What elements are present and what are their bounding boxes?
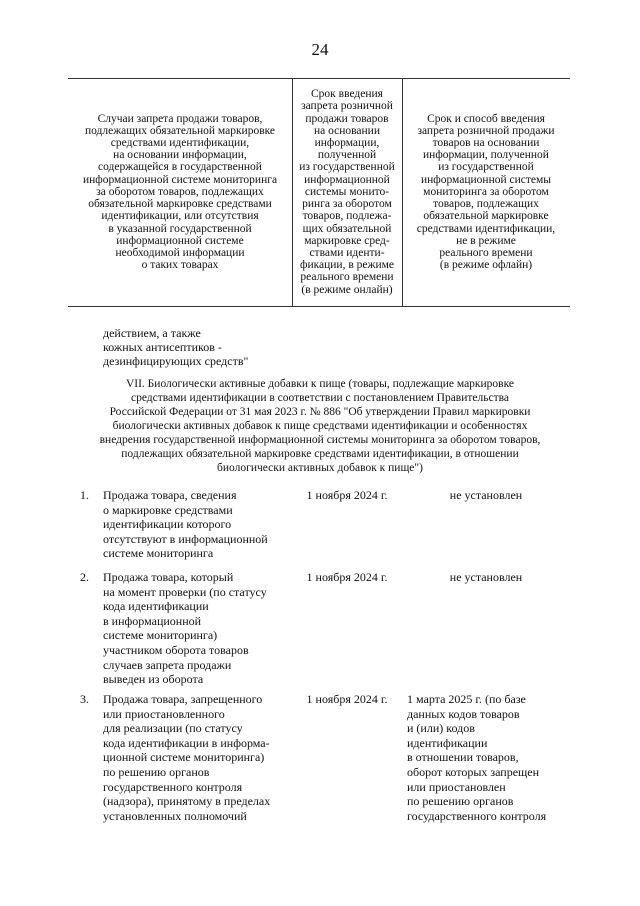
row-case-text: Продажа товара, сведения о маркировке средствами идентификации которого отсутствуют в информационной системе мониторинга — [103, 488, 268, 561]
row-number: 2. — [80, 570, 89, 584]
carryover-text: действием, а также кожных антисептиков - дезинфицирующих средств" — [103, 326, 249, 368]
row-number: 1. — [80, 488, 89, 502]
row-online-date: 1 ноября 2024 г. — [306, 488, 388, 502]
page-number: 24 — [311, 40, 329, 59]
row-case-text: Продажа товара, который на момент проверки (по статусу кода идентификации в информационной системе мониторинга) участником оборота товаров случаев запрета продажи выведен из оборота — [103, 570, 267, 687]
header-cell-offline: Срок и способ введения запрета розничной продажи товаров на основании информации, полученной из государственной информационной системы мониторинга за оборотом товаров, подлежащих обязательной маркировке средствами идентификации, не в режиме реального времени (в режиме офлайн) — [416, 112, 556, 272]
row-offline-term: 1 марта 2025 г. (по базе данных кодов товаров и (или) кодов идентификации в отношении товаров, оборот которых запрещен или приостановлен по решению органов государственного контроля — [407, 692, 547, 823]
header-cell-online: Срок введения запрета розничной продажи товаров на основании информации, полученной из государственной информационной системы монито- ринга за оборотом товаров, подлежа- щих обязательной маркировке сред- ствами иденти- фикации, в режиме реального времени (в режиме онлайн) — [299, 88, 395, 296]
row-number: 3. — [80, 692, 89, 706]
table-header-bottom-rule — [68, 306, 570, 307]
row-offline-term: не установлен — [449, 488, 523, 502]
row-online-date: 1 ноября 2024 г. — [306, 692, 388, 706]
row-online-date: 1 ноября 2024 г. — [306, 570, 388, 584]
row-offline-term: не установлен — [449, 570, 523, 584]
section-title: VII. Биологически активные добавки к пище (товары, подлежащие маркировке средствами идентификации в соответствии с постановлением Правительства Российской Федерации от 31 мая 2023 г. № 886 "Об утверждении Правил маркировки биологически активных добавок к пище средствами идентификации и особенностях внедрения государственной информационной системы мониторинга за оборотом товаров, подлежащих обязательной маркировке средствами идентификации, в отношении биологически активных добавок к пище") — [99, 378, 541, 474]
row-case-text: Продажа товара, запрещенного или приостановленного для реализации (по статусу кода идентификации в информа- ционной системе мониторинга) по решению органов государственного контроля (надзора), принятому в пределах установленных полномочий — [103, 692, 271, 823]
header-cell-cases: Случаи запрета продажи товаров, подлежащих обязательной маркировке средствами идентификации, на основании информации, содержащейся в государственной информационной системе мониторинга за оборотом товаров, подлежащих обязательной маркировке средствами идентификации, или отсутствия в указанной государственной информационной системе необходимой информации о таких товарах — [82, 112, 278, 272]
